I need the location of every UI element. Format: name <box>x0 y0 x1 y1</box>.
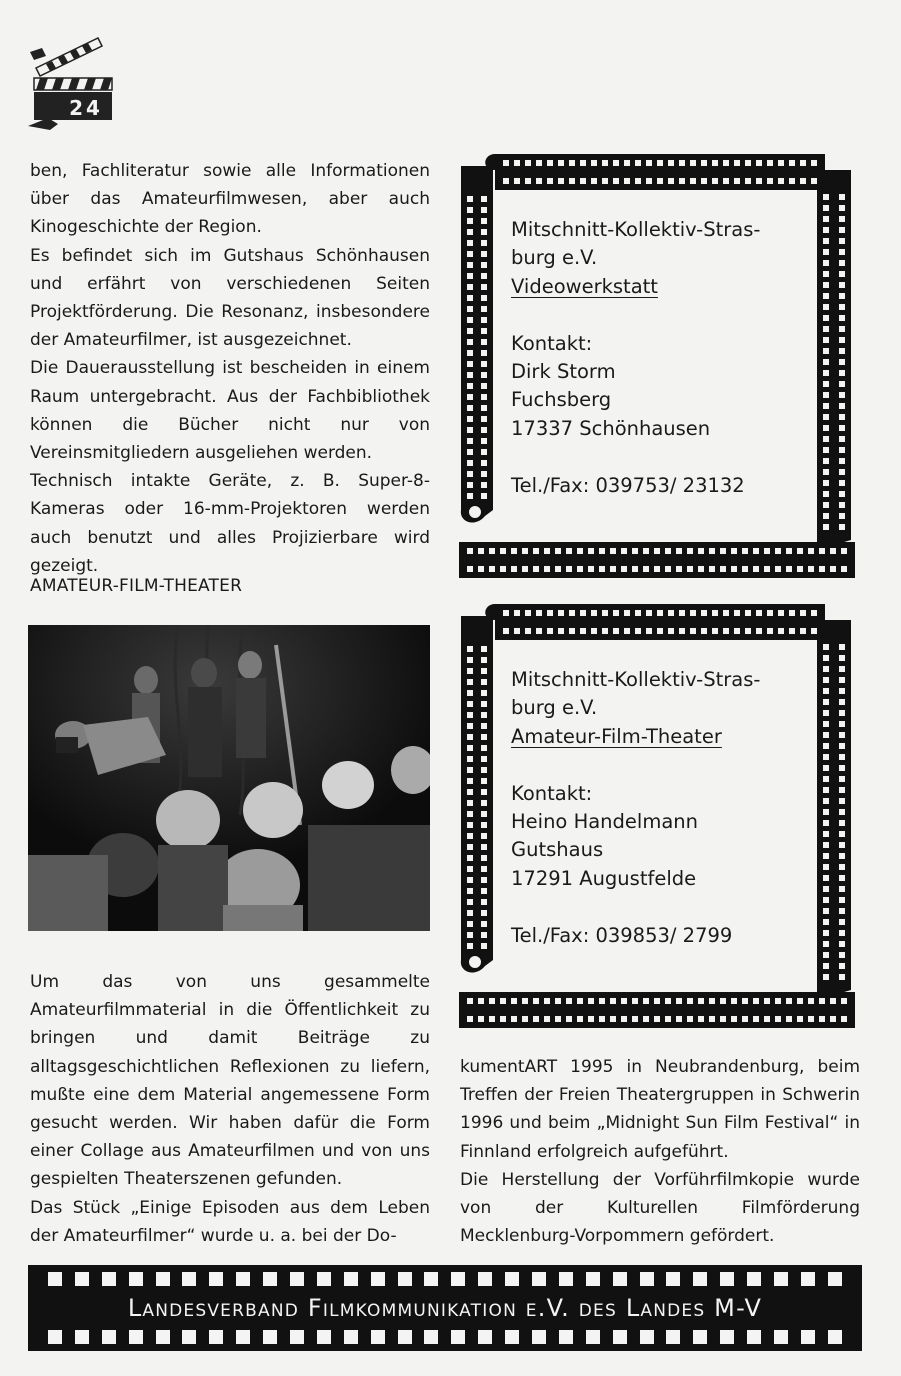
sprocket-hole <box>774 1330 788 1344</box>
sprocket-hole <box>774 1272 788 1286</box>
page-number-logo <box>28 30 114 140</box>
section-heading: AMATEUR-FILM-THEATER <box>30 576 243 596</box>
contact-label: Kontakt: <box>511 781 593 805</box>
sprocket-hole <box>720 1330 734 1344</box>
sprocket-hole <box>424 1272 438 1286</box>
sprocket-hole <box>424 1330 438 1344</box>
sprocket-hole <box>48 1330 62 1344</box>
contact-city: 17337 Schönhausen <box>511 416 711 440</box>
contact-name: Heino Handelmann <box>511 810 698 834</box>
sprocket-hole <box>290 1272 304 1286</box>
contact-box-videowerkstatt <box>455 150 860 582</box>
sprocket-hole <box>156 1272 170 1286</box>
sprocket-hole <box>559 1272 573 1286</box>
sprocket-holes-bottom <box>48 1330 842 1344</box>
sprocket-hole <box>828 1330 842 1344</box>
sprocket-hole <box>586 1330 600 1344</box>
sprocket-hole <box>102 1272 116 1286</box>
sprocket-hole <box>747 1272 761 1286</box>
sprocket-hole <box>801 1272 815 1286</box>
sprocket-hole <box>182 1330 196 1344</box>
sprocket-hole <box>156 1330 170 1344</box>
theater-photo <box>28 625 430 931</box>
contact-street: Gutshaus <box>511 838 604 862</box>
contact-street: Fuchsberg <box>511 388 612 412</box>
left-column-top-text <box>30 157 430 580</box>
sprocket-hole <box>236 1272 250 1286</box>
sprocket-hole <box>290 1330 304 1344</box>
paragraph: Das Stück „Einige Episoden aus dem Leben der Amateurfilmer“ wurde u. a. bei der Do- <box>30 1197 430 1246</box>
sprocket-hole <box>801 1330 815 1344</box>
contact-name: Dirk Storm <box>511 360 616 384</box>
sprocket-hole <box>371 1330 385 1344</box>
paragraph: ben, Fachliteratur sowie alle Informationen über das Amateurfilmwesen, aber auch Kinogeschichte der Region. <box>30 161 430 238</box>
org-name-line-2: burg e.V. <box>511 696 598 720</box>
sprocket-hole <box>532 1272 546 1286</box>
footer-title: Landesverband Filmkommunikation e.V. des Landes M-V <box>127 1294 763 1322</box>
paragraph: Technisch intakte Geräte, z. B. Super-8-Kameras oder 16-mm-Projektoren werden auch benutzt und alles Projizierbare wird gezeigt. <box>30 471 430 576</box>
org-name-line-2: burg e.V. <box>511 246 598 270</box>
sprocket-hole <box>693 1272 707 1286</box>
sprocket-hole <box>102 1330 116 1344</box>
sprocket-hole <box>398 1330 412 1344</box>
sprocket-hole <box>398 1272 412 1286</box>
department-name: Amateur-Film-Theater <box>511 724 722 748</box>
sprocket-hole <box>344 1272 358 1286</box>
sprocket-hole <box>720 1272 734 1286</box>
sprocket-hole <box>828 1272 842 1286</box>
department-name: Videowerkstatt <box>511 274 658 298</box>
sprocket-hole <box>451 1272 465 1286</box>
sprocket-hole <box>451 1330 465 1344</box>
sprocket-hole <box>586 1272 600 1286</box>
sprocket-hole <box>640 1272 654 1286</box>
sprocket-hole <box>478 1272 492 1286</box>
sprocket-hole <box>75 1330 89 1344</box>
contact-phone: Tel./Fax: 039853/ 2799 <box>511 923 733 947</box>
sprocket-hole <box>75 1272 89 1286</box>
paragraph: Die Herstellung der Vorführfilmkopie wurde von der Kulturellen Filmförderung Mecklenburg-Vorpommern gefördert. <box>460 1169 860 1247</box>
sprocket-hole <box>693 1330 707 1344</box>
org-name-line-1: Mitschnitt-Kollektiv-Stras- <box>511 218 761 241</box>
contact-box-amateur-film-theater <box>455 600 860 1032</box>
sprocket-hole <box>209 1330 223 1344</box>
sprocket-hole <box>129 1272 143 1286</box>
paragraph: Die Dauerausstellung ist bescheiden in einem Raum untergebracht. Aus der Fachbibliothek können die Bücher nicht nur von Vereinsmitgliedern ausgeliehen werden. <box>30 358 430 464</box>
paragraph: Um das von uns gesammelte Amateurfilmmaterial in die Öffentlichkeit zu bringen und damit Beiträge zu alltagsgeschichtlichen Reflexionen zu liefern, mußte eine dem Material angemessene Form gesucht werden. Wir haben dafür die Form einer Collage aus Amateurfilmen und von uns gespielten Theaterszenen gefunden. <box>30 972 430 1190</box>
contact-label: Kontakt: <box>511 331 593 355</box>
sprocket-hole <box>263 1272 277 1286</box>
sprocket-hole <box>505 1330 519 1344</box>
contact-phone: Tel./Fax: 039753/ 23132 <box>511 473 745 497</box>
sprocket-hole <box>505 1272 519 1286</box>
sprocket-hole <box>613 1330 627 1344</box>
sprocket-hole <box>371 1272 385 1286</box>
sprocket-hole <box>532 1330 546 1344</box>
right-column-bottom-text <box>460 1053 860 1250</box>
sprocket-hole <box>317 1272 331 1286</box>
sprocket-holes-top <box>48 1272 842 1286</box>
sprocket-hole <box>666 1272 680 1286</box>
sprocket-hole <box>182 1272 196 1286</box>
paragraph: kumentART 1995 in Neubrandenburg, beim Treffen der Freien Theatergruppen in Schwerin 1996 und beim „Midnight Sun Film Festival“ in Finnland erfolgreich aufgeführt. <box>460 1057 860 1162</box>
sprocket-hole <box>640 1330 654 1344</box>
sprocket-hole <box>129 1330 143 1344</box>
footer-film-strip <box>28 1265 862 1351</box>
sprocket-hole <box>48 1272 62 1286</box>
sprocket-hole <box>263 1330 277 1344</box>
sprocket-hole <box>559 1330 573 1344</box>
sprocket-hole <box>747 1330 761 1344</box>
sprocket-hole <box>344 1330 358 1344</box>
paragraph: Es befindet sich im Gutshaus Schönhausen und erfährt von verschiedenen Seiten Projektförderung. Die Resonanz, insbesondere der Amateurfilmer, ist ausgezeichnet. <box>30 245 430 351</box>
sprocket-hole <box>209 1272 223 1286</box>
org-name-line-1: Mitschnitt-Kollektiv-Stras- <box>511 668 761 691</box>
left-column-bottom-text <box>30 968 430 1250</box>
page-number: 24 <box>69 96 103 120</box>
sprocket-hole <box>236 1330 250 1344</box>
sprocket-hole <box>666 1330 680 1344</box>
sprocket-hole <box>478 1330 492 1344</box>
sprocket-hole <box>613 1272 627 1286</box>
sprocket-hole <box>317 1330 331 1344</box>
contact-city: 17291 Augustfelde <box>511 866 697 890</box>
